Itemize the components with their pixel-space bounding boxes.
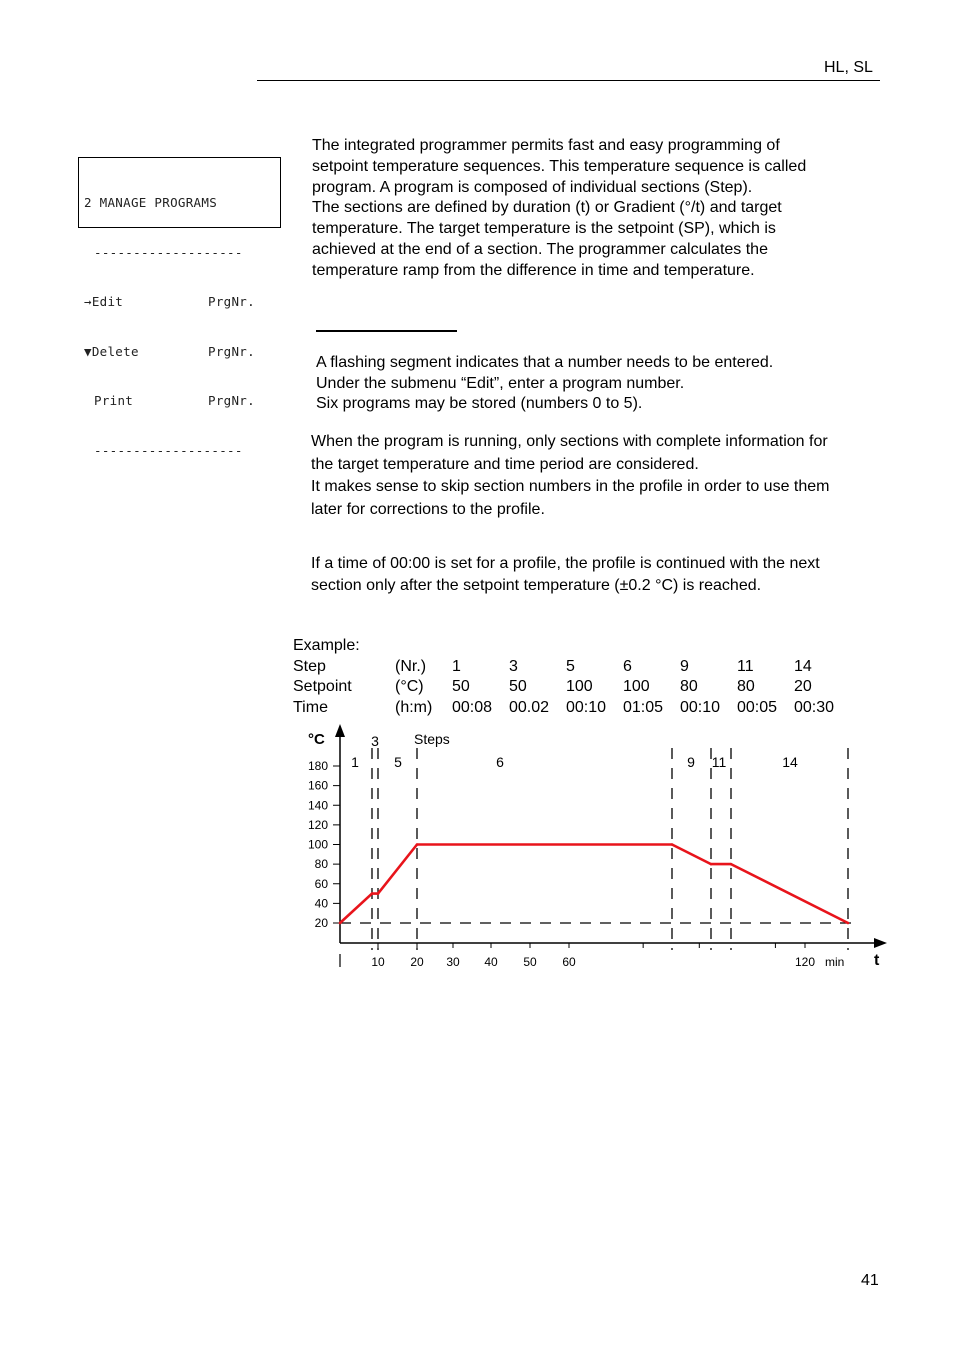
y-tick-label: 60 xyxy=(314,876,328,891)
table-cell: 3 xyxy=(509,657,518,675)
arrow-right-icon: → xyxy=(84,294,92,309)
lcd-separator: ------------------- xyxy=(94,244,243,260)
temperature-profile-line xyxy=(340,845,848,924)
text-line: Six programs may be stored (numbers 0 to 5). xyxy=(316,395,643,412)
profile-point xyxy=(416,843,419,846)
table-cell: 50 xyxy=(452,678,470,695)
text-line: The integrated programmer permits fast and easy programming of xyxy=(312,137,780,154)
triangle-down-icon: ▼ xyxy=(84,343,92,359)
text-line: The sections are defined by duration (t) or Gradient (°/t) and target xyxy=(312,199,782,217)
table-cell: 11 xyxy=(737,657,754,675)
table-cell: 5 xyxy=(566,657,575,675)
y-tick-label: 20 xyxy=(314,916,328,930)
table-cell: 20 xyxy=(794,678,812,695)
table-cell: 80 xyxy=(680,678,698,695)
lcd-row-value: PrgNr. xyxy=(208,294,255,309)
text-line: achieved at the end of a section. The programmer calculates the xyxy=(312,240,768,258)
row-label: Setpoint xyxy=(293,678,352,695)
text-line: When the program is running, only sections with complete information for xyxy=(311,433,828,450)
x-tick-label: 60 xyxy=(562,955,576,969)
table-cell: 00:05 xyxy=(737,698,778,716)
step-label: 3 xyxy=(371,733,379,749)
y-tick-label: 80 xyxy=(314,857,328,872)
table-cell: 100 xyxy=(623,678,650,695)
header-model-label: HL, SL xyxy=(824,59,873,76)
lcd-row-value: PrgNr. xyxy=(208,393,255,408)
x-tick-label: 120 xyxy=(794,955,816,969)
table-cell: 00:30 xyxy=(794,698,835,716)
y-tick-label: 180 xyxy=(307,759,328,773)
y-tick-label: 40 xyxy=(314,896,328,911)
page-number: 41 xyxy=(861,1272,879,1289)
lcd-title: 2 MANAGE PROGRAMS xyxy=(84,195,218,210)
x-tick-label: 20 xyxy=(410,955,424,969)
x-unit-label: min xyxy=(825,955,845,969)
table-cell: 00:10 xyxy=(566,698,607,716)
y-axis-label: °C xyxy=(308,731,325,748)
y-tick-label: 100 xyxy=(307,837,328,852)
row-label: Time xyxy=(293,698,328,716)
step-label: 6 xyxy=(496,754,504,770)
text-line: the target temperature and time period are considered. xyxy=(311,455,699,473)
table-cell: 80 xyxy=(737,678,755,695)
x-tick-label: 50 xyxy=(523,955,537,969)
profile-point xyxy=(847,922,850,925)
text-line: A flashing segment indicates that a number needs to be entered. xyxy=(316,354,774,371)
table-cell: 00:10 xyxy=(680,698,721,716)
profile-point xyxy=(730,863,733,866)
table-cell: 1 xyxy=(452,657,461,675)
step-label: 11 xyxy=(711,754,727,770)
x-axis-arrow-icon xyxy=(874,938,887,948)
lcd-row-value: PrgNr. xyxy=(208,343,255,359)
profile-point xyxy=(339,922,342,925)
profile-point xyxy=(371,892,374,895)
row-unit: (Nr.) xyxy=(395,657,427,675)
step-label: 14 xyxy=(782,754,798,770)
x-tick-label: 10 xyxy=(371,955,385,969)
y-axis-arrow-icon xyxy=(335,724,345,737)
text-line: It makes sense to skip section numbers in the profile in order to use them xyxy=(311,478,830,495)
text-line: program. A program is composed of individual sections (Step). xyxy=(312,178,753,196)
row-label: Step xyxy=(293,657,326,675)
step-label: 9 xyxy=(687,754,695,770)
text-line: temperature ramp from the difference in time and temperature. xyxy=(312,261,755,279)
lcd-row-label: Delete xyxy=(91,343,139,359)
x-tick-label: 40 xyxy=(484,955,498,969)
y-tick-label: 120 xyxy=(307,817,328,832)
profile-point xyxy=(671,843,674,846)
table-cell: 100 xyxy=(566,678,593,695)
table-cell: 00:08 xyxy=(452,698,493,716)
row-unit: (h:m) xyxy=(395,698,433,716)
example-title-text: Example: xyxy=(293,637,360,654)
text-line: later for corrections to the profile. xyxy=(311,500,545,518)
lcd-separator: ------------------- xyxy=(94,442,243,458)
profile-point xyxy=(377,892,380,895)
table-cell: 00.02 xyxy=(509,698,550,716)
text-line: setpoint temperature sequences. This temperature sequence is called xyxy=(312,157,807,175)
table-cell: 01:05 xyxy=(623,698,664,716)
table-cell: 50 xyxy=(509,678,527,695)
x-axis-label: t xyxy=(874,952,880,969)
lcd-row-label: Print xyxy=(94,393,134,408)
text-line: Under the submenu “Edit”, enter a program number. xyxy=(316,374,685,392)
step-label: 1 xyxy=(351,754,359,770)
lcd-row-label: Edit xyxy=(91,294,124,309)
x-tick-label: 30 xyxy=(446,955,460,969)
text-line: If a time of 00:00 is set for a profile, the profile is continued with the next xyxy=(311,555,820,572)
y-tick-label: 140 xyxy=(307,798,328,813)
table-cell: 6 xyxy=(623,657,632,675)
row-unit: (°C) xyxy=(395,678,424,695)
text-line: temperature. The target temperature is the setpoint (SP), which is xyxy=(312,220,776,238)
profile-point xyxy=(710,863,713,866)
table-cell: 14 xyxy=(794,657,812,675)
step-label: 5 xyxy=(394,754,402,770)
steps-label: Steps xyxy=(414,731,450,747)
text-line: section only after the setpoint temperature (±0.2 °C) is reached. xyxy=(311,577,762,594)
y-tick-label: 160 xyxy=(307,778,328,793)
table-cell: 9 xyxy=(680,657,689,675)
